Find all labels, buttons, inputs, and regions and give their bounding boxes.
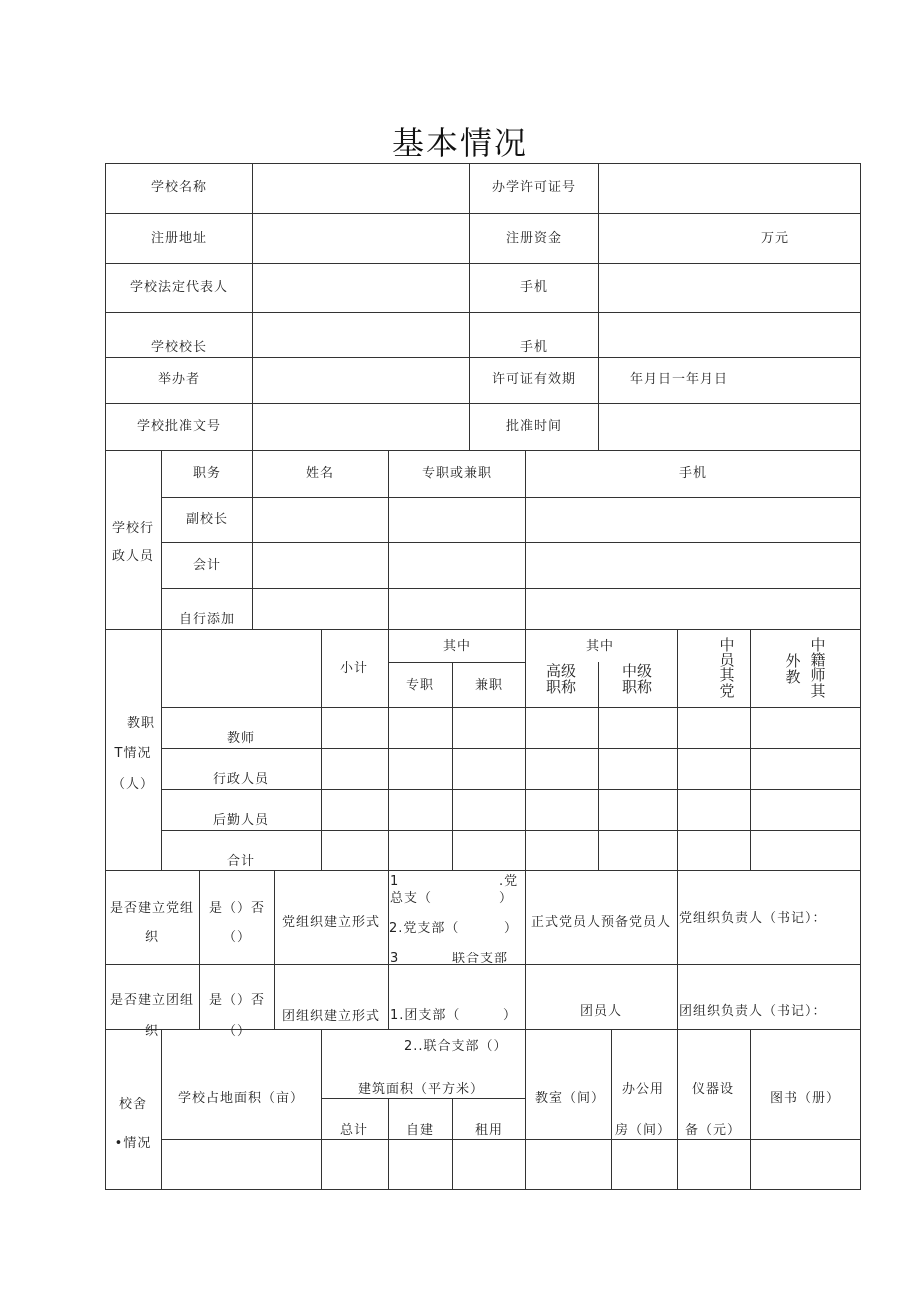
grid-line-v xyxy=(252,163,253,451)
row-logistics: 后勤人员 xyxy=(212,813,270,828)
section-staff-3: （人） xyxy=(111,777,155,792)
grid-line-h xyxy=(105,403,861,404)
label-phone-1: 手机 xyxy=(519,280,549,295)
league-question-1: 是否建立团组 xyxy=(109,993,195,1008)
grid-line-h xyxy=(105,1029,861,1030)
header-foreign-b4: 其 xyxy=(810,682,826,700)
header-party-3: 其 xyxy=(719,666,735,684)
grid-line-h xyxy=(161,748,861,749)
row-total: 合计 xyxy=(226,854,256,869)
party-option-1d: ） xyxy=(499,891,514,906)
label-approval-doc: 学校批准文号 xyxy=(136,419,222,434)
section-admin-1: 学校行 xyxy=(111,521,155,536)
header-senior-2: 职称 xyxy=(545,678,577,696)
header-equipment-2: 备（元） xyxy=(684,1123,742,1138)
header-foreign-b2: 籍 xyxy=(810,651,826,669)
grid-line-v xyxy=(452,662,453,871)
row-accountant: 会计 xyxy=(192,558,222,573)
header-classroom: 教室（间） xyxy=(534,1091,606,1106)
header-office-2: 房（间） xyxy=(614,1123,672,1138)
header-foreign-b3: 师 xyxy=(810,666,826,684)
party-option-1b: .党 xyxy=(499,874,519,889)
grid-line-v xyxy=(611,1029,612,1190)
league-option-1b: ） xyxy=(503,1008,518,1023)
grid-line-h xyxy=(161,707,861,708)
grid-line-h xyxy=(161,588,861,589)
grid-line-v xyxy=(677,629,678,871)
party-question-2: 织 xyxy=(144,930,160,945)
grid-line-h xyxy=(161,1139,861,1140)
party-option-3a: 3 xyxy=(390,952,400,963)
row-add-custom: 自行添加 xyxy=(178,612,236,627)
grid-line-h xyxy=(105,1189,861,1190)
header-office-1: 办公用 xyxy=(621,1082,665,1097)
league-option-2: 2..联合支部（） xyxy=(404,1039,508,1054)
league-question-2: 织 xyxy=(144,1024,160,1039)
grid-line-h xyxy=(105,263,861,264)
section-staff-1: 教职 xyxy=(126,716,156,731)
grid-line-v xyxy=(388,629,389,871)
party-form-label: 党组织建立形式 xyxy=(281,915,381,930)
header-middle-2: 职称 xyxy=(621,678,653,696)
grid-line-v xyxy=(750,1029,751,1190)
capital-unit: 万元 xyxy=(760,231,790,246)
grid-line-v xyxy=(677,1029,678,1190)
grid-line-v xyxy=(274,870,275,1030)
header-foreign-a2: 教 xyxy=(785,668,801,686)
league-yes-no-2: （） xyxy=(222,1024,252,1039)
grid-line-h xyxy=(105,213,861,214)
grid-line-v xyxy=(161,1029,162,1190)
grid-line-v xyxy=(525,629,526,871)
league-yes-no-1: 是（）否 xyxy=(208,993,266,1008)
grid-line-h xyxy=(105,163,861,164)
header-position: 职务 xyxy=(192,466,222,481)
header-name: 姓名 xyxy=(305,466,335,481)
label-phone-2: 手机 xyxy=(519,340,549,355)
row-teacher: 教师 xyxy=(226,731,256,746)
grid-line-h xyxy=(105,870,861,871)
party-question-1: 是否建立党组 xyxy=(109,901,195,916)
grid-line-v xyxy=(525,450,526,630)
header-books: 图书（册） xyxy=(769,1091,841,1106)
party-leader: 党组织负责人（书记）： xyxy=(679,911,827,926)
grid-line-v xyxy=(469,163,470,451)
party-members: 正式党员人预备党员人 xyxy=(530,915,672,930)
grid-line-v xyxy=(677,870,678,1030)
header-total: 总计 xyxy=(339,1123,369,1138)
header-building-area: 建筑面积（平方米） xyxy=(357,1082,485,1097)
grid-line-h xyxy=(105,964,861,965)
grid-line-h xyxy=(321,1098,526,1099)
grid-line-h xyxy=(161,542,861,543)
league-members: 团员人 xyxy=(579,1004,623,1019)
grid-line-h xyxy=(161,789,861,790)
grid-line-v xyxy=(750,629,751,871)
label-approval-time: 批准时间 xyxy=(505,419,563,434)
league-form-label: 团组织建立形式 xyxy=(281,1009,381,1024)
grid-line-v xyxy=(388,450,389,630)
party-option-3b: 联合支部 xyxy=(452,952,509,963)
grid-line-v xyxy=(525,1029,526,1190)
header-among-2: 其中 xyxy=(585,639,615,654)
party-yes-no-1: 是（）否 xyxy=(208,901,266,916)
label-license-valid: 许可证有效期 xyxy=(491,372,577,387)
grid-line-v xyxy=(321,1029,322,1190)
section-facility-1: 校舍 xyxy=(118,1097,148,1112)
grid-line-h xyxy=(161,497,861,498)
header-fulltime: 专职 xyxy=(405,678,435,693)
league-option-1: 1.团支部（ xyxy=(390,1008,461,1023)
grid-line-h xyxy=(388,662,526,663)
grid-line-v xyxy=(452,1098,453,1190)
grid-line-v xyxy=(388,870,389,1030)
row-admin-staff: 行政人员 xyxy=(212,772,270,787)
grid-line-v xyxy=(388,1098,389,1190)
header-party-1: 中 xyxy=(719,636,735,654)
grid-line-v xyxy=(525,870,526,1030)
row-vice-principal: 副校长 xyxy=(185,512,229,527)
section-staff-2: T情况 xyxy=(114,746,152,761)
grid-line-v xyxy=(161,450,162,871)
grid-line-v xyxy=(598,662,599,871)
grid-line-h xyxy=(105,312,861,313)
league-leader: 团组织负责人（书记）： xyxy=(679,1004,827,1019)
party-option-1a: 1 xyxy=(390,874,400,889)
grid-line-v xyxy=(321,629,322,871)
grid-line-v xyxy=(252,450,253,630)
header-rent: 租用 xyxy=(474,1123,504,1138)
header-middle-1: 中级 xyxy=(621,662,653,680)
label-school-name: 学校名称 xyxy=(150,180,208,195)
section-facility-2: •情况 xyxy=(114,1136,152,1151)
header-party-2: 员 xyxy=(719,651,735,669)
label-reg-capital: 注册资金 xyxy=(505,231,563,246)
header-parttime: 兼职 xyxy=(474,678,504,693)
section-admin-2: 政人员 xyxy=(111,549,155,564)
page-title: 基本情况 xyxy=(391,124,528,162)
grid-line-h xyxy=(105,450,861,451)
header-among-1: 其中 xyxy=(442,639,472,654)
header-phone: 手机 xyxy=(678,466,708,481)
grid-line-v xyxy=(860,163,861,1190)
label-sponsor: 举办者 xyxy=(157,372,201,387)
header-own: 自建 xyxy=(405,1123,435,1138)
header-land-area: 学校占地面积（亩） xyxy=(177,1091,305,1106)
label-reg-address: 注册地址 xyxy=(150,231,208,246)
header-senior-1: 高级 xyxy=(545,662,577,680)
grid-line-h xyxy=(105,629,861,630)
header-foreign-b1: 中 xyxy=(810,636,826,654)
grid-line-h xyxy=(161,830,861,831)
party-yes-no-2: （） xyxy=(222,930,252,945)
label-legal-rep: 学校法定代表人 xyxy=(129,280,229,295)
party-option-1c: 总支（ xyxy=(390,891,433,906)
header-subtotal: 小计 xyxy=(339,661,369,676)
header-ft-pt: 专职或兼职 xyxy=(421,466,493,481)
label-principal: 学校校长 xyxy=(150,340,208,355)
header-equipment-1: 仪器设 xyxy=(691,1082,735,1097)
grid-line-v xyxy=(598,163,599,451)
valid-range: 年月日一年月日 xyxy=(629,372,729,387)
grid-line-v xyxy=(105,163,106,1190)
party-option-2b: ） xyxy=(504,921,519,936)
header-foreign-a1: 外 xyxy=(785,652,801,670)
grid-line-v xyxy=(199,870,200,1030)
header-party-4: 党 xyxy=(719,682,735,700)
grid-line-h xyxy=(105,357,861,358)
party-option-2: 2.党支部（ xyxy=(389,921,460,936)
label-license-no: 办学许可证号 xyxy=(491,180,577,195)
